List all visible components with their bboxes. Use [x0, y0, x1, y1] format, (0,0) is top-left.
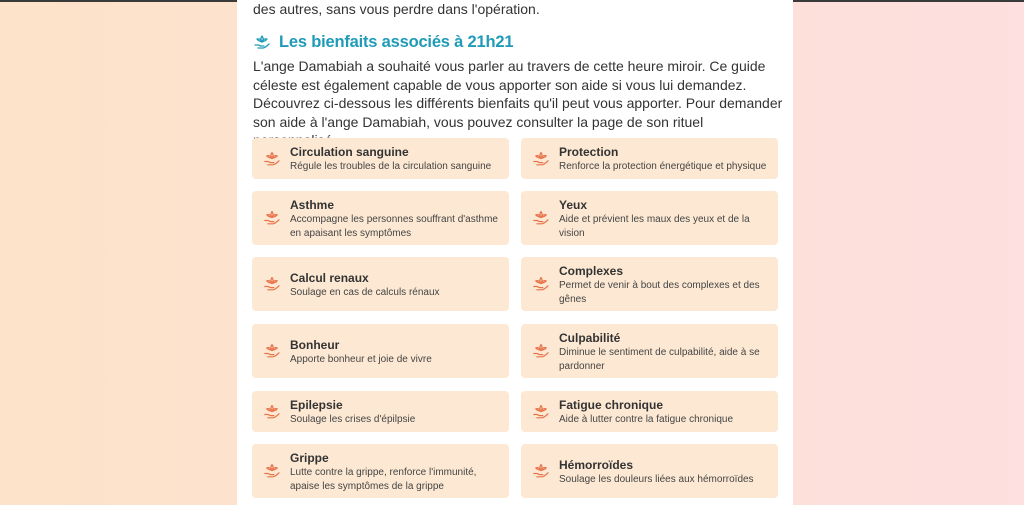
benefit-title: Hémorroïdes — [559, 458, 634, 472]
benefit-text: Lutte contre la grippe, renforce l'immunité, apaise les symptômes de la grippe — [290, 467, 477, 492]
benefit-card — [252, 324, 509, 378]
lotus-hand-icon — [532, 209, 550, 227]
intro-text-tail: des autres, sans vous perdre dans l'opération. — [253, 1, 540, 17]
benefit-text: Soulage les crises d'épilpsie — [290, 414, 416, 425]
benefit-title: Protection — [559, 145, 619, 159]
benefit-card — [252, 444, 509, 498]
benefit-card — [521, 391, 778, 432]
section-heading — [253, 31, 513, 53]
benefit-text: Renforce la protection énergétique et physique — [559, 161, 767, 172]
benefit-title: Epilepsie — [290, 398, 343, 412]
benefit-title: Culpabilité — [559, 331, 621, 345]
benefit-title: Complexes — [559, 264, 624, 278]
benefit-card — [252, 257, 509, 311]
benefit-text: Aide et prévient les maux des yeux et de la vision — [559, 214, 750, 239]
benefit-card — [521, 257, 778, 311]
lotus-hand-icon — [263, 403, 281, 421]
benefit-text: Régule les troubles de la circulation sanguine — [290, 161, 492, 172]
lotus-hand-icon — [532, 150, 550, 168]
lotus-hand-icon — [263, 275, 281, 293]
lotus-hand-icon — [263, 462, 281, 480]
benefit-text: Diminue le sentiment de culpabilité, aide à se pardonner — [559, 347, 760, 372]
benefit-title: Grippe — [290, 451, 329, 465]
lotus-hand-icon — [263, 342, 281, 360]
benefit-text: Accompagne les personnes souffrant d'asthme en apaisant les symptômes — [290, 214, 498, 239]
benefit-title: Bonheur — [290, 338, 340, 352]
benefit-text: Apporte bonheur et joie de vivre — [290, 354, 432, 365]
benefit-card — [521, 444, 778, 498]
section-title: Les bienfaits associés à 21h21 — [279, 32, 514, 51]
lotus-hand-icon — [532, 342, 550, 360]
benefit-card — [252, 138, 509, 179]
lotus-hand-icon — [263, 150, 281, 168]
article-panel — [237, 0, 793, 505]
lotus-hand-icon — [263, 209, 281, 227]
benefit-card — [521, 191, 778, 245]
benefit-title: Circulation sanguine — [290, 145, 409, 159]
benefit-card — [521, 138, 778, 179]
lotus-hand-icon — [253, 33, 271, 51]
lotus-hand-icon — [532, 403, 550, 421]
benefit-text: Soulage en cas de calculs rénaux — [290, 287, 440, 298]
lotus-hand-icon — [532, 462, 550, 480]
benefit-text: Permet de venir à bout des complexes et des gênes — [559, 280, 760, 305]
benefit-title: Fatigue chronique — [559, 398, 664, 412]
benefit-title: Yeux — [559, 198, 588, 212]
benefit-title: Asthme — [290, 198, 335, 212]
benefit-text: Aide à lutter contre la fatigue chronique — [559, 414, 733, 425]
section-description: L'ange Damabiah a souhaité vous parler au travers de cette heure miroir. Ce guide céleste est également capable de vous apporter son aide si vous lui demandez. Découvrez ci-dessous les différents bienfaits qu'il peut vous apporter. Pour demander son aide à l'ange Damabiah, vous pouvez consulter la page de son rituel — [253, 58, 783, 130]
benefit-card — [252, 391, 509, 432]
lotus-hand-icon — [532, 275, 550, 293]
benefit-card — [521, 324, 778, 378]
benefit-card — [252, 191, 509, 245]
benefit-text: Soulage les douleurs liées aux hémorroïdes — [559, 474, 754, 485]
benefit-title: Calcul renaux — [290, 271, 369, 285]
